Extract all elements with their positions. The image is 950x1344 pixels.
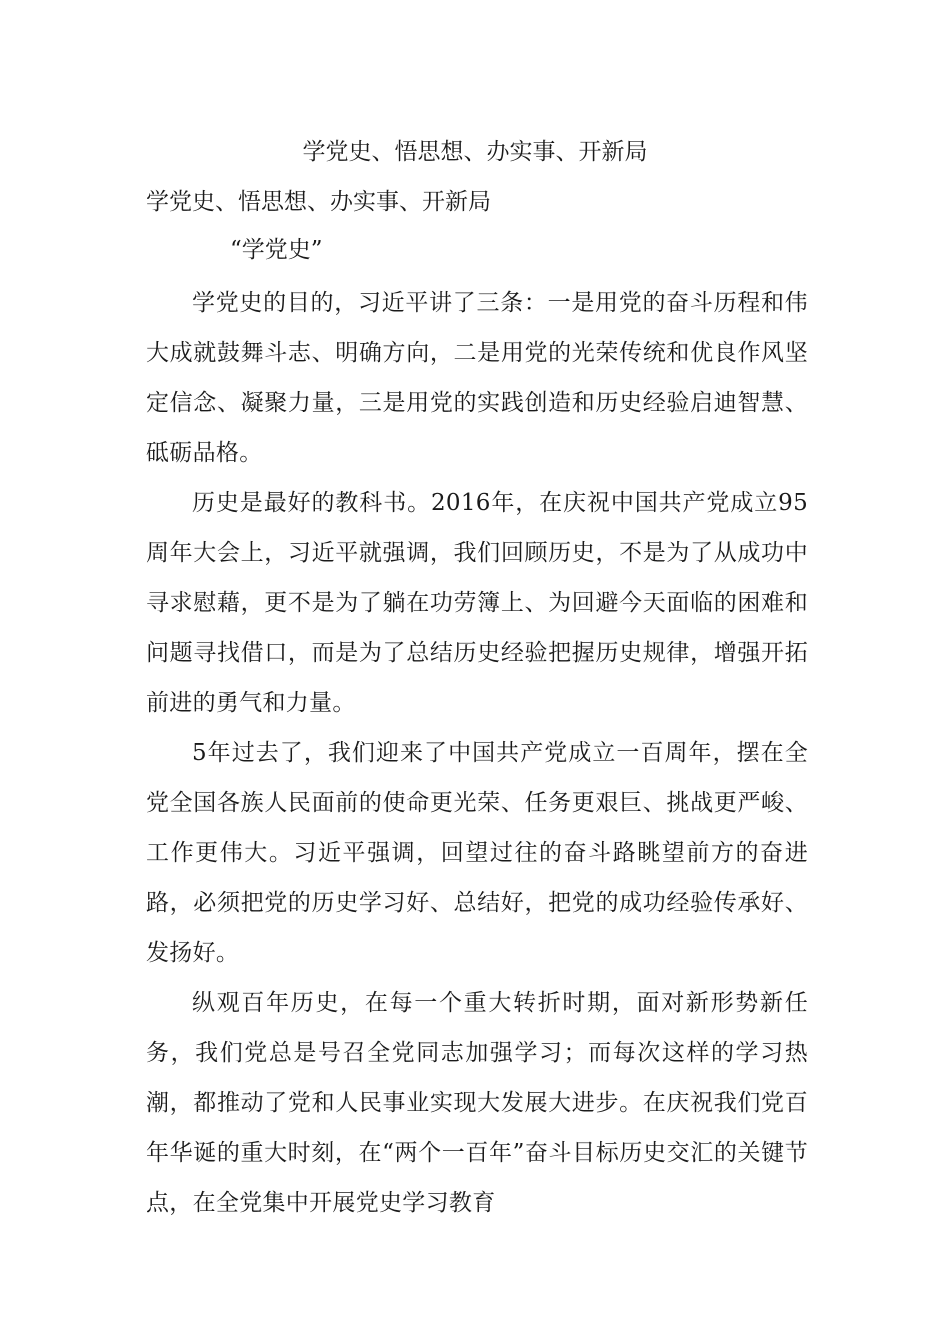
section-heading: “学党史” xyxy=(230,237,323,263)
document-title: 学党史、悟思想、办实事、开新局 xyxy=(302,139,648,165)
paragraph: 历史是最好的教科书。2016年，在庆祝中国共产党成立95周年大会上，习近平就强调，我们回顾历史，不是为了从成功中寻求慰藉，更不是为了躺在功劳簿上、为回避今天面临的困难和问题寻找借口，而是为了总结历史经验把握历史规律，增强开拓前进的勇气和力量。 xyxy=(146,490,808,716)
paragraph: 学党史的目的，习近平讲了三条：一是用党的奋斗历程和伟大成就鼓舞斗志、明确方向，二是用党的光荣传统和优良作风坚定信念、凝聚力量，三是用党的实践创造和历史经验启迪智慧、砥砺品格。 xyxy=(146,290,808,466)
paragraph: 纵观百年历史，在每一个重大转折时期，面对新形势新任务，我们党总是号召全党同志加强学习；而每次这样的学习热潮，都推动了党和人民事业实现大发展大进步。在庆祝我们党百年华诞的重大时刻，在“两个一百年”奋斗目标历史交汇的关键节点，在全党集中开展党史学习教育 xyxy=(146,990,808,1216)
paragraph: 5年过去了，我们迎来了中国共产党成立一百周年，摆在全党全国各族人民面前的使命更光荣、任务更艰巨、挑战更严峻、工作更伟大。习近平强调，回望过往的奋斗路眺望前方的奋进路，必须把党的历史学习好、总结好，把党的成功经验传承好、发扬好。 xyxy=(146,740,808,966)
document-body xyxy=(146,278,808,1228)
document-subtitle: 学党史、悟思想、办实事、开新局 xyxy=(146,189,491,215)
